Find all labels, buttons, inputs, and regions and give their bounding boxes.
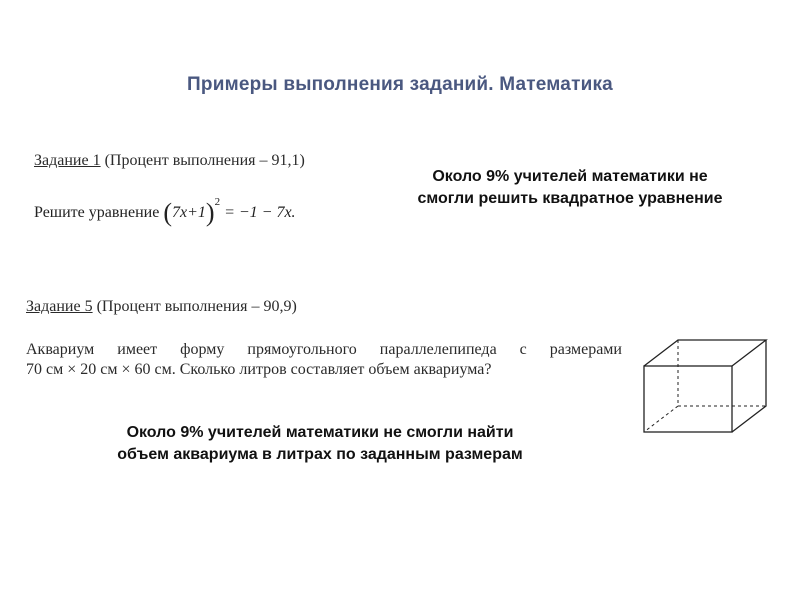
equation-rhs: = −1 − 7x. xyxy=(224,204,296,221)
cube-icon xyxy=(638,336,772,436)
task5-note-line-2: объем аквариума в литрах по заданным размерам xyxy=(117,446,523,463)
task5-note-line-1: Около 9% учителей математики не смогли найти xyxy=(126,424,514,441)
task5-note xyxy=(40,422,600,466)
task5-label: Задание 5 xyxy=(26,298,93,315)
equation-power: 2 xyxy=(214,196,221,208)
cube-top-face xyxy=(644,340,766,366)
cube-hidden-edge-depth xyxy=(644,406,678,432)
equation-inner: 7x+1 xyxy=(171,204,206,221)
task5-text-line-2: 70 см × 20 см × 60 см. Сколько литров составляет объем аквариума? xyxy=(26,361,492,378)
task1-equation-line: Решите уравнение $(7x+1)^2 = -1 - 7x$. xyxy=(34,196,296,227)
task5-text-line-1: Аквариум имеет форму прямоугольного параллелепипеда с размерами xyxy=(26,341,622,358)
task5-text xyxy=(26,340,622,380)
task1-label: Задание 1 xyxy=(34,152,101,169)
task1-note xyxy=(370,166,770,210)
task1-note-line-1: Около 9% учителей математики не xyxy=(432,168,708,185)
task1-prompt: Решите уравнение xyxy=(34,204,160,221)
task5-percent: (Процент выполнения – 90,9) xyxy=(96,298,297,315)
task1-percent: (Процент выполнения – 91,1) xyxy=(104,152,305,169)
page-title: Примеры выполнения заданий. Математика xyxy=(187,74,613,95)
task1-note-line-2: смогли решить квадратное уравнение xyxy=(417,190,723,207)
task5-header xyxy=(26,298,297,316)
task1-header xyxy=(34,152,305,170)
